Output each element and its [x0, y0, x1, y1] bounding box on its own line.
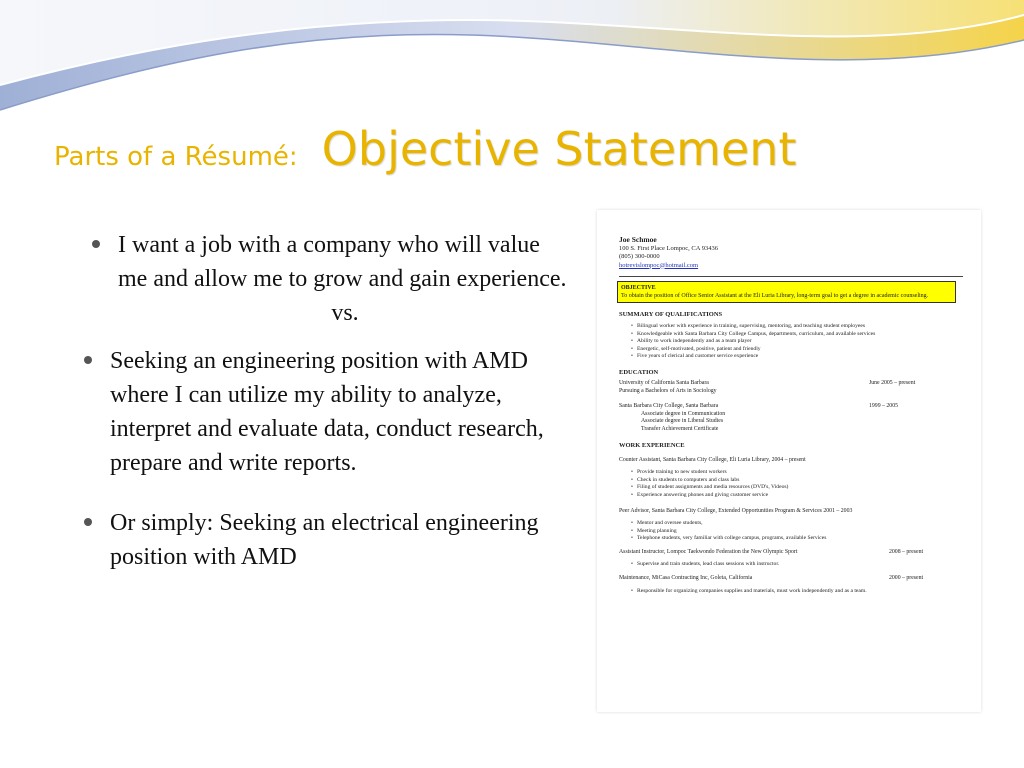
education-heading: EDUCATION [619, 368, 659, 376]
vs-label: vs. [331, 300, 359, 326]
list-item: • Five years of clerical and customer service experience [631, 353, 961, 361]
objective-text: To obtain the position of Office Senior Assistant at the Eli Luria Library, long-term goal to get a degree in academic counseling. [621, 293, 929, 299]
resume-header [597, 210, 981, 270]
work-heading: WORK EXPERIENCE [619, 441, 685, 449]
job-title: Assistant Instructor, Lompoc Taekwondo Federation the New Olympic Sport [619, 548, 798, 555]
job-title: Maintenance, MiCasa Contracting Inc, Goleta, California [619, 575, 753, 582]
education-entry [619, 380, 961, 395]
job-entry [619, 549, 961, 557]
resume-email: hotrevislompoc@hotmail.com [619, 261, 699, 269]
bullet-text: Seeking an engineering position with AMD where I can utilize my ability to analyze, interpret and evaluate data, conduct research, prepare and write reports. [110, 348, 544, 476]
degree-detail: Associate degree in Liberal Studies [641, 418, 724, 425]
list-item: • Bilingual worker with experience in training, supervising, mentoring, and teaching student employees [631, 323, 961, 331]
title-prefix: Parts of a Résumé: [54, 142, 298, 172]
bullet-text: I want a job with a company who will value me and allow me to grow and gain experience. [118, 232, 567, 292]
list-item: • Supervise and train students, lead class sessions with instructor. [631, 561, 961, 569]
bullet-icon [84, 356, 92, 364]
job-duties [631, 469, 961, 499]
bullet-item [92, 228, 574, 296]
list-item: • Responsible for organizing companies supplies and materials, must work independently and as a team. [631, 588, 961, 596]
degree-detail: Associate degree in Communication [641, 410, 726, 417]
list-item: • Energetic, self-motivated, positive, patient and friendly [631, 346, 961, 354]
list-item: • Mentor and oversee students, [631, 520, 961, 528]
list-item: • Meeting planning [631, 528, 961, 536]
list-item: • Experience answering phones and giving customer service [631, 492, 961, 500]
job-duties [631, 561, 961, 569]
job-duties [631, 588, 961, 596]
date-range: 1999 – 2005 [869, 403, 898, 410]
job-title: Peer Advisor, Santa Barbara City College, Extended Opportunities Program & Services 2001 – 2003 [619, 507, 853, 514]
objective-box [617, 281, 956, 303]
date-range: June 2005 – present [869, 379, 916, 386]
job-entry [619, 575, 961, 583]
bullet-list [84, 228, 584, 574]
school-name: Santa Barbara City College, Santa Barbara [619, 403, 719, 410]
qualifications-heading: SUMMARY OF QUALIFICATIONS [619, 311, 723, 318]
job-title: Counter Assistant, Santa Barbara City College, Eli Luria Library, 2004 – present [619, 456, 806, 463]
resume-thumbnail [597, 210, 981, 712]
bullet-text: Or simply: Seeking an electrical engineering position with AMD [110, 510, 539, 570]
job-duties [631, 520, 961, 543]
date-range: 2000 – present [889, 575, 924, 582]
bullet-item [84, 506, 550, 574]
list-item: • Ability to work independently and as a team player [631, 338, 961, 346]
resume-address: 100 S. First Place Lompoc, CA 93436 [619, 244, 718, 252]
education-entry [619, 403, 961, 411]
qualifications-list [631, 323, 961, 361]
list-item: • Check in students to computers and class labs [631, 477, 961, 485]
list-item: • Filing of student assignments and media resources (DVD's, Videos) [631, 484, 961, 492]
list-item: • Knowledgeable with Santa Barbara City College Campus, departments, curriculum, and available services [631, 331, 961, 339]
decorative-wave-banner [0, 0, 1024, 130]
degree-detail: Transfer Achievement Certificate [641, 425, 719, 432]
bullet-item [84, 344, 574, 480]
slide-title [54, 122, 796, 176]
list-item: • Provide training to new student workers [631, 469, 961, 477]
degree-detail: Pursuing a Bachelors of Arts in Sociology [619, 387, 717, 394]
resume-name: Joe Schmoe [619, 235, 657, 244]
date-range: 2008 – present [889, 548, 924, 555]
bullet-icon [92, 240, 100, 248]
list-item: • Telephone students, very familiar with college campus, programs, available Services [631, 535, 961, 543]
bullet-icon [84, 518, 92, 526]
resume-phone: (805) 300-0000 [619, 253, 660, 260]
divider [619, 276, 963, 277]
title-main: Objective Statement [321, 122, 797, 176]
school-name: University of California Santa Barbara [619, 379, 709, 386]
objective-heading: OBJECTIVE [621, 285, 656, 291]
